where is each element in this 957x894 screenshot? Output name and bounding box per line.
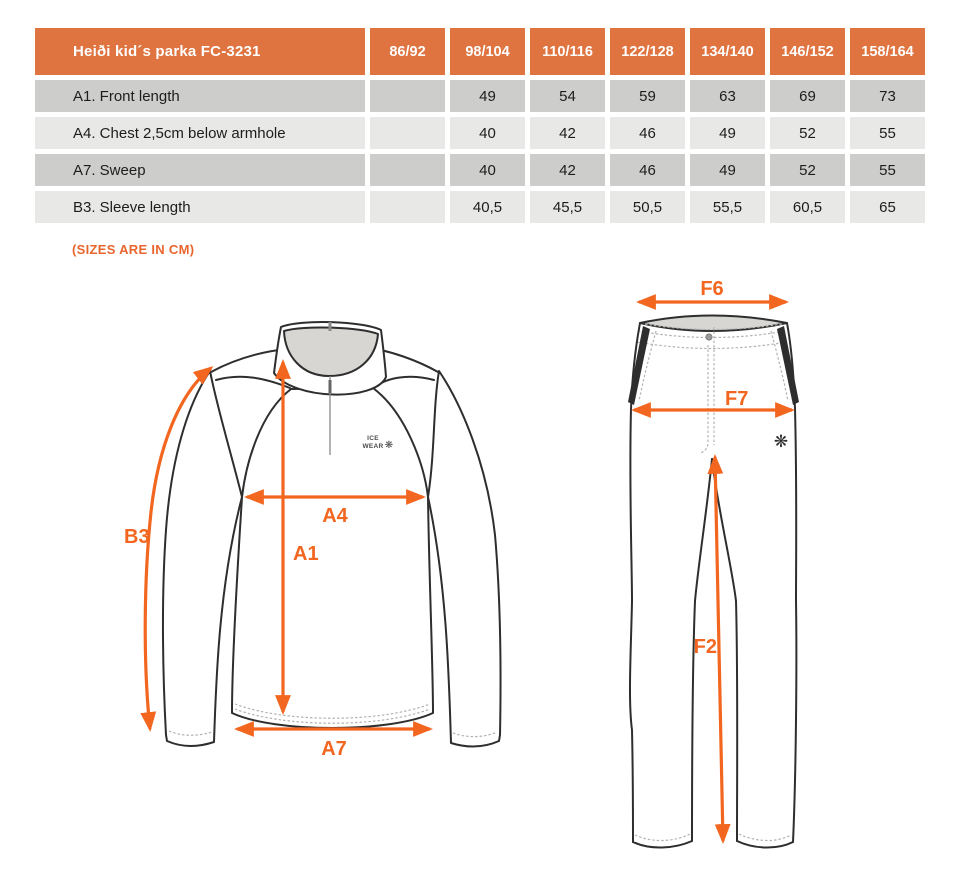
- table-title: Heiði kid´s parka FC-3231: [35, 28, 365, 75]
- cell-value: [370, 80, 445, 112]
- size-column-header: 158/164: [850, 28, 925, 75]
- cell-value: 46: [610, 154, 685, 186]
- f6-label: F6: [700, 278, 724, 300]
- a7-label: A7: [321, 738, 347, 760]
- sweater-diagram: [95, 285, 535, 775]
- cell-value: 55: [850, 117, 925, 149]
- cell-value: 40,5: [450, 191, 525, 223]
- cell-value: 59: [610, 80, 685, 112]
- size-column-header: 110/116: [530, 28, 605, 75]
- logo-text-wear: WEAR: [362, 443, 384, 450]
- waistband-stitch-2: [637, 342, 787, 349]
- right-pocket-opening: [777, 326, 799, 405]
- left-hem-stitch: [635, 834, 690, 841]
- left-leg-hem: [633, 841, 692, 848]
- cell-value: [370, 154, 445, 186]
- a1-label: A1: [293, 543, 319, 565]
- cell-value: 49: [690, 154, 765, 186]
- left-pocket-opening: [628, 326, 650, 405]
- f2-label: F2: [693, 636, 717, 658]
- cell-value: 50,5: [610, 191, 685, 223]
- logo-text-ice: ICE: [367, 435, 379, 442]
- sweater-body: [232, 388, 433, 728]
- cell-value: 52: [770, 154, 845, 186]
- f7-label: F7: [725, 388, 749, 410]
- units-note: (SIZES ARE IN CM): [72, 242, 195, 257]
- row-label: A4. Chest 2,5cm below armhole: [35, 117, 365, 149]
- row-label: B3. Sleeve length: [35, 191, 365, 223]
- row-label: A7. Sweep: [35, 154, 365, 186]
- a4-label: A4: [322, 505, 348, 527]
- b3-label: B3: [124, 526, 150, 548]
- cell-value: 49: [690, 117, 765, 149]
- cell-value: 69: [770, 80, 845, 112]
- waist-button: [706, 334, 712, 340]
- cell-value: [370, 117, 445, 149]
- cell-value: 42: [530, 154, 605, 186]
- sweater-right-sleeve: [428, 371, 500, 747]
- cell-value: 60,5: [770, 191, 845, 223]
- cell-value: 40: [450, 117, 525, 149]
- sweater-left-sleeve: [163, 371, 242, 746]
- cell-value: 40: [450, 154, 525, 186]
- cell-value: 63: [690, 80, 765, 112]
- size-column-header: 134/140: [690, 28, 765, 75]
- size-column-header: 98/104: [450, 28, 525, 75]
- zipper-garage: [329, 322, 332, 331]
- right-leg-hem: [737, 841, 793, 848]
- cell-value: 55,5: [690, 191, 765, 223]
- right-hem-stitch: [739, 834, 791, 841]
- pants-diagram: [612, 275, 852, 860]
- cell-value: 55: [850, 154, 925, 186]
- cell-value: 46: [610, 117, 685, 149]
- cell-value: [370, 191, 445, 223]
- cell-value: 49: [450, 80, 525, 112]
- cell-value: 42: [530, 117, 605, 149]
- cell-value: 73: [850, 80, 925, 112]
- pants-snowflake-icon: ❋: [773, 432, 789, 451]
- size-column-header: 86/92: [370, 28, 445, 75]
- snowflake-icon: ❋: [384, 440, 394, 451]
- size-column-header: 122/128: [610, 28, 685, 75]
- cell-value: 54: [530, 80, 605, 112]
- cell-value: 45,5: [530, 191, 605, 223]
- fly-stitch-left: [700, 345, 708, 453]
- row-label: A1. Front length: [35, 80, 365, 112]
- cell-value: 65: [850, 191, 925, 223]
- cell-value: 52: [770, 117, 845, 149]
- size-column-header: 146/152: [770, 28, 845, 75]
- size-table: [35, 28, 925, 223]
